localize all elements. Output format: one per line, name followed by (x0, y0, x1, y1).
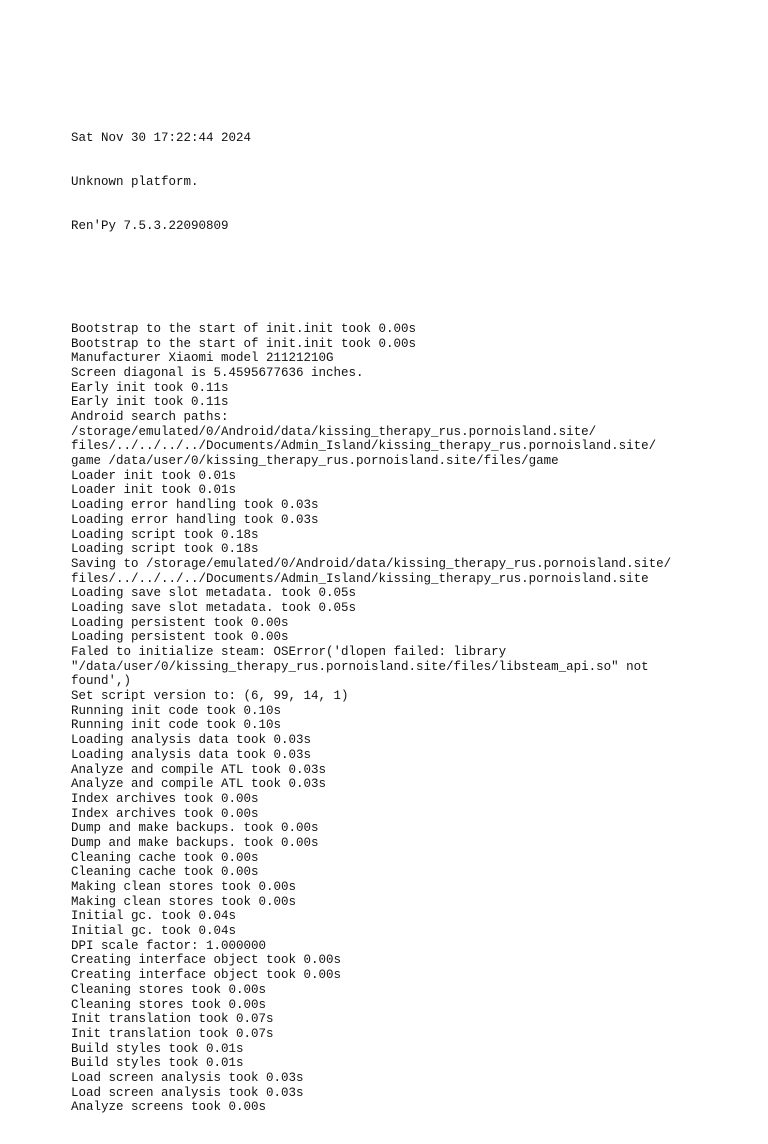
log-line: Loading script took 0.18s (71, 542, 259, 557)
log-line: Initial gc. took 0.04s (71, 909, 237, 924)
log-timestamp: Sat Nov 30 17:22:44 2024 (71, 130, 252, 145)
log-line: "/data/user/0/kissing_therapy_rus.pornoisland.site/files/libsteam_api.so" not (71, 659, 649, 674)
log-line: Loading persistent took 0.00s (71, 630, 289, 645)
log-line: Making clean stores took 0.00s (71, 880, 297, 895)
log-line: Bootstrap to the start of init.init took 0.00s (71, 336, 417, 351)
log-text (71, 72, 711, 1144)
log-line: Running init code took 0.10s (71, 718, 282, 733)
log-line: Loading analysis data took 0.03s (71, 747, 312, 762)
log-line: Cleaning cache took 0.00s (71, 850, 259, 865)
log-line: files/../../../../Documents/Admin_Island/kissing_therapy_rus.pornoisland.site (71, 571, 649, 586)
log-line: Index archives took 0.00s (71, 791, 259, 806)
log-line: Saving to /storage/emulated/0/Android/data/kissing_therapy_rus.pornoisland.site/ (71, 556, 672, 571)
log-line: Index archives took 0.00s (71, 806, 259, 821)
log-line: game /data/user/0/kissing_therapy_rus.pornoisland.site/files/game (71, 454, 559, 469)
log-line: Manufacturer Xiaomi model 21121210G (71, 351, 334, 366)
log-line: Loader init took 0.01s (71, 483, 237, 498)
log-line: Set script version to: (6, 99, 14, 1) (71, 689, 349, 704)
log-line: Screen diagonal is 5.4595677636 inches. (71, 365, 364, 380)
log-body (71, 322, 711, 1115)
log-platform: Unknown platform. (71, 174, 199, 189)
log-line: Loader init took 0.01s (71, 468, 237, 483)
log-line: Analyze and compile ATL took 0.03s (71, 777, 327, 792)
log-line: Dump and make backups. took 0.00s (71, 835, 319, 850)
log-line: Early init took 0.11s (71, 395, 229, 410)
log-line: Initial gc. took 0.04s (71, 924, 237, 939)
log-line: Loading save slot metadata. took 0.05s (71, 600, 357, 615)
log-line: Init translation took 0.07s (71, 1012, 274, 1027)
log-line: Cleaning stores took 0.00s (71, 982, 267, 997)
log-line: Dump and make backups. took 0.00s (71, 821, 319, 836)
log-line: Build styles took 0.01s (71, 1041, 244, 1056)
log-line: Load screen analysis took 0.03s (71, 1070, 304, 1085)
log-line: /storage/emulated/0/Android/data/kissing_therapy_rus.pornoisland.site/ (71, 424, 597, 439)
log-line: Creating interface object took 0.00s (71, 968, 342, 983)
log-line: Faled to initialize steam: OSError('dlopen failed: library (71, 645, 507, 660)
log-line: Early init took 0.11s (71, 380, 229, 395)
log-line: Creating interface object took 0.00s (71, 953, 342, 968)
log-line: Making clean stores took 0.00s (71, 894, 297, 909)
log-line: Bootstrap to the start of init.init took 0.00s (71, 321, 417, 336)
log-line: Analyze screens took 0.00s (71, 1100, 267, 1115)
log-line: Load screen analysis took 0.03s (71, 1085, 304, 1100)
log-line: DPI scale factor: 1.000000 (71, 938, 267, 953)
log-line: Loading persistent took 0.00s (71, 615, 289, 630)
log-line: Android search paths: (71, 410, 229, 425)
log-line: Loading error handling took 0.03s (71, 512, 319, 527)
log-line: files/../../../../Documents/Admin_Island/kissing_therapy_rus.pornoisland.site/ (71, 439, 657, 454)
log-line: Cleaning cache took 0.00s (71, 865, 259, 880)
log-line: found',) (71, 674, 132, 689)
log-line: Analyze and compile ATL took 0.03s (71, 762, 327, 777)
log-line: Loading analysis data took 0.03s (71, 733, 312, 748)
log-line: Cleaning stores took 0.00s (71, 997, 267, 1012)
log-line: Loading script took 0.18s (71, 527, 259, 542)
log-line: Running init code took 0.10s (71, 703, 282, 718)
log-line: Loading error handling took 0.03s (71, 498, 319, 513)
log-line: Loading save slot metadata. took 0.05s (71, 586, 357, 601)
log-header (71, 101, 711, 263)
log-line: Build styles took 0.01s (71, 1056, 244, 1071)
log-version: Ren'Py 7.5.3.22090809 (71, 219, 229, 233)
log-line: Init translation took 0.07s (71, 1026, 274, 1041)
